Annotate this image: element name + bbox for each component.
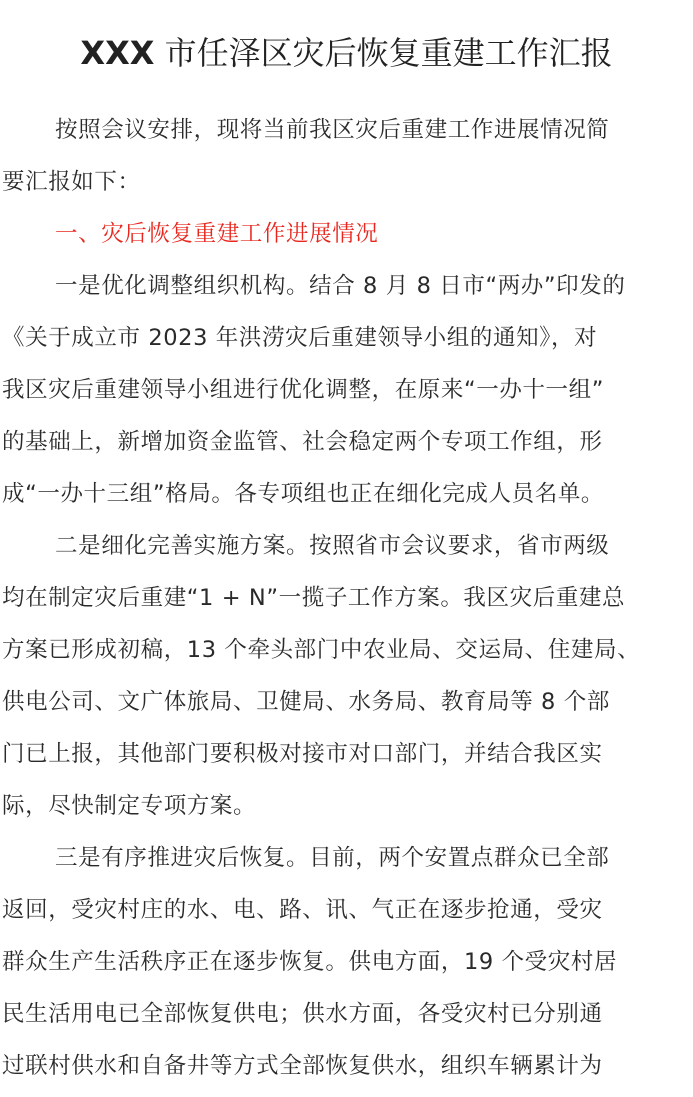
para2-line-2: 均在制定灾后重建“1 + N”一揽子工作方案。我区灾后重建总 [2,585,626,611]
document-body [2,104,692,1092]
para3-line-5: 过联村供水和自备井等方式全部恢复供水，组织车辆累计为 [2,1053,603,1079]
para2-line-4: 供电公司、文广体旅局、卫健局、水务局、教育局等 8 个部 [2,689,610,715]
intro-line-2: 要汇报如下： [2,169,141,195]
para1-line-3: 我区灾后重建领导小组进行优化调整，在原来“一办十一组” [2,377,605,403]
para2-line-3: 方案已形成初稿，13 个牵头部门中农业局、交运局、住建局、 [2,637,641,663]
title-text: 市任泽区灾后恢复重建工作汇报 [154,34,613,72]
para3-line-3: 群众生产生活秩序正在逐步恢复。供电方面，19 个受灾村居 [2,949,618,975]
para1-line-2: 《关于成立市 2023 年洪涝灾后重建领导小组的通知》，对 [2,325,598,351]
para1-line-1: 一是优化调整组织机构。结合 8 月 8 日市“两办”印发的 [55,273,626,299]
para3-line-4: 民生活用电已全部恢复供电；供水方面，各受灾村已分别通 [2,1001,603,1027]
para1-line-4: 的基础上，新增加资金监管、社会稳定两个专项工作组，形 [2,429,603,455]
para2-line-6: 际，尽快制定专项方案。 [2,793,257,819]
para3-line-2: 返回，受灾村庄的水、电、路、讯、气正在逐步抢通，受灾 [2,897,603,923]
para3-line-1: 三是有序推进灾后恢复。目前，两个安置点群众已全部 [55,845,610,871]
title-placeholder-name: XXX [80,34,155,72]
para2-line-5: 门已上报，其他部门要积极对接市对口部门，并结合我区实 [2,741,603,767]
para1-line-5: 成“一办十三组”格局。各专项组也正在细化完成人员名单。 [2,481,605,507]
para2-line-1: 二是细化完善实施方案。按照省市会议要求，省市两级 [55,533,610,559]
intro-line-1: 按照会议安排，现将当前我区灾后重建工作进展情况简 [55,117,610,143]
document-title [0,28,693,78]
section-heading: 一、灾后恢复重建工作进展情况 [55,221,379,247]
